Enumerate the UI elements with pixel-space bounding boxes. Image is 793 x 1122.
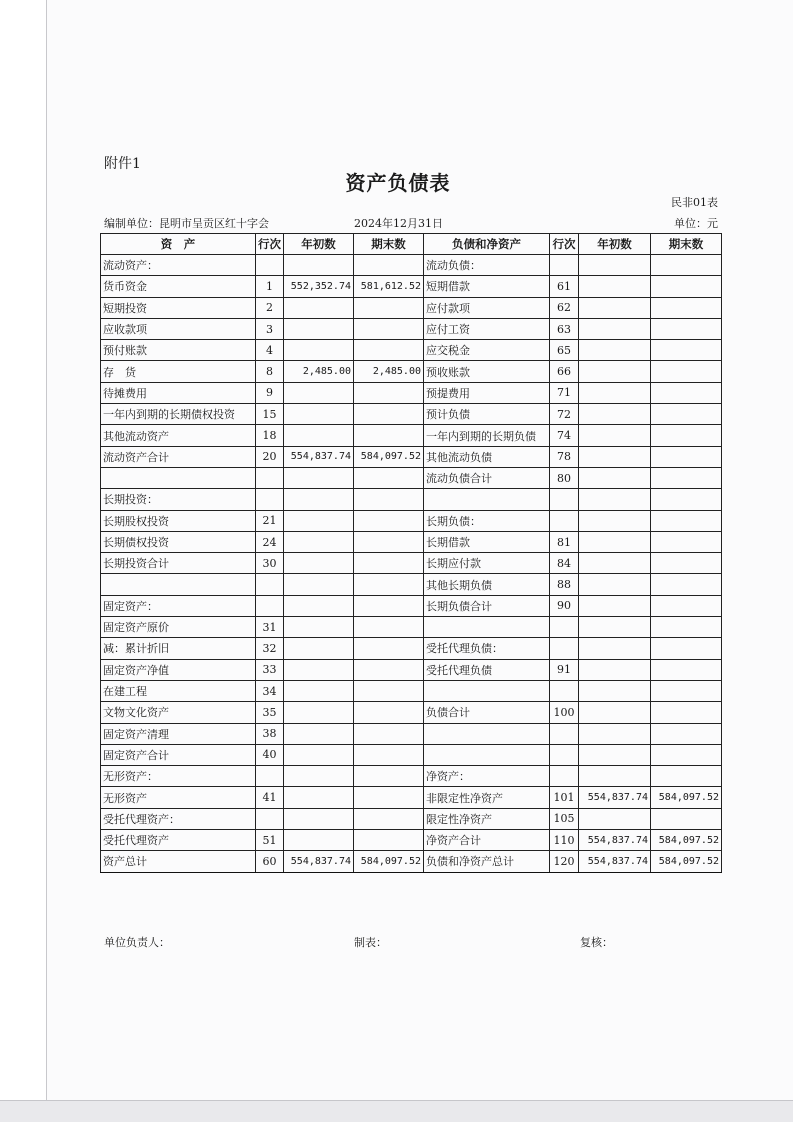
asset-line-no: 38 — [256, 723, 284, 744]
liability-beginning — [579, 744, 651, 765]
liability-item: 应交税金 — [424, 340, 550, 361]
asset-ending: 581,612.52 — [354, 276, 424, 297]
asset-item — [101, 467, 256, 488]
header-ending-balance: 期末数 — [354, 234, 424, 255]
asset-beginning — [284, 574, 354, 595]
table-row — [101, 744, 722, 765]
asset-beginning: 554,837.74 — [284, 446, 354, 467]
liability-item: 长期借款 — [424, 531, 550, 552]
liability-line-no: 88 — [550, 574, 579, 595]
asset-item: 文物文化资产 — [101, 702, 256, 723]
asset-item: 资产总计 — [101, 851, 256, 872]
table-row — [101, 659, 722, 680]
table-row — [101, 425, 722, 446]
liability-line-no: 105 — [550, 808, 579, 829]
asset-ending — [354, 425, 424, 446]
liability-beginning — [579, 659, 651, 680]
liability-line-no: 84 — [550, 553, 579, 574]
asset-line-no: 32 — [256, 638, 284, 659]
liability-item: 受托代理负债： — [424, 638, 550, 659]
report-date: 2024年12月31日 — [354, 217, 443, 230]
table-row — [101, 446, 722, 467]
table-row — [101, 553, 722, 574]
liability-ending — [651, 680, 722, 701]
liability-ending — [651, 467, 722, 488]
asset-ending — [354, 680, 424, 701]
liability-beginning — [579, 680, 651, 701]
liability-beginning — [579, 723, 651, 744]
asset-ending — [354, 489, 424, 510]
asset-ending — [354, 574, 424, 595]
asset-beginning — [284, 425, 354, 446]
liability-beginning — [579, 276, 651, 297]
liability-item — [424, 723, 550, 744]
table-row — [101, 766, 722, 787]
table-row — [101, 404, 722, 425]
asset-item: 流动资产： — [101, 255, 256, 276]
asset-item: 预付账款 — [101, 340, 256, 361]
liability-line-no — [550, 766, 579, 787]
liability-ending — [651, 723, 722, 744]
footer-reviewer: 复核： — [580, 936, 613, 949]
liability-ending — [651, 276, 722, 297]
liability-ending — [651, 808, 722, 829]
liability-item — [424, 744, 550, 765]
table-row — [101, 382, 722, 403]
liability-line-no — [550, 744, 579, 765]
asset-line-no: 1 — [256, 276, 284, 297]
asset-ending — [354, 255, 424, 276]
liability-line-no — [550, 489, 579, 510]
asset-line-no: 33 — [256, 659, 284, 680]
liability-line-no — [550, 255, 579, 276]
asset-beginning — [284, 830, 354, 851]
asset-item: 货币资金 — [101, 276, 256, 297]
liability-item: 预计负债 — [424, 404, 550, 425]
asset-ending: 2,485.00 — [354, 361, 424, 382]
table-row — [101, 702, 722, 723]
asset-item: 无形资产： — [101, 766, 256, 787]
liability-line-no: 81 — [550, 531, 579, 552]
liability-beginning — [579, 617, 651, 638]
asset-ending — [354, 318, 424, 339]
header-line-no: 行次 — [256, 234, 284, 255]
liability-ending — [651, 425, 722, 446]
preparing-organization: 编制单位：昆明市呈贡区红十字会 — [104, 217, 269, 230]
asset-item: 其他流动资产 — [101, 425, 256, 446]
liability-ending — [651, 659, 722, 680]
asset-item: 存 货 — [101, 361, 256, 382]
liability-beginning — [579, 553, 651, 574]
header-beginning-balance: 年初数 — [284, 234, 354, 255]
footer-unit-manager: 单位负责人： — [104, 936, 170, 949]
asset-item: 受托代理资产 — [101, 830, 256, 851]
asset-ending — [354, 702, 424, 723]
asset-line-no: 31 — [256, 617, 284, 638]
table-row — [101, 574, 722, 595]
asset-beginning — [284, 702, 354, 723]
liability-item: 短期借款 — [424, 276, 550, 297]
liability-item: 流动负债： — [424, 255, 550, 276]
table-row — [101, 276, 722, 297]
asset-item: 长期投资合计 — [101, 553, 256, 574]
liability-line-no — [550, 617, 579, 638]
liability-line-no: 110 — [550, 830, 579, 851]
balance-sheet-table — [100, 233, 722, 873]
liability-ending: 584,097.52 — [651, 851, 722, 872]
liability-line-no: 74 — [550, 425, 579, 446]
liability-beginning — [579, 531, 651, 552]
liability-ending — [651, 531, 722, 552]
asset-ending — [354, 744, 424, 765]
liability-item: 一年内到期的长期负债 — [424, 425, 550, 446]
asset-item: 固定资产原价 — [101, 617, 256, 638]
asset-beginning — [284, 680, 354, 701]
liability-item: 限定性净资产 — [424, 808, 550, 829]
asset-beginning — [284, 744, 354, 765]
table-row — [101, 510, 722, 531]
asset-item: 流动资产合计 — [101, 446, 256, 467]
table-row — [101, 830, 722, 851]
table-row — [101, 617, 722, 638]
header-liabilities-net-assets: 负债和净资产 — [424, 234, 550, 255]
table-row — [101, 808, 722, 829]
asset-ending — [354, 340, 424, 361]
asset-ending — [354, 382, 424, 403]
liability-item: 净资产合计 — [424, 830, 550, 851]
document-title: 资产负债表 — [345, 171, 451, 195]
liability-beginning — [579, 595, 651, 616]
liability-line-no: 120 — [550, 851, 579, 872]
liability-item: 长期应付款 — [424, 553, 550, 574]
table-row — [101, 595, 722, 616]
asset-item: 固定资产合计 — [101, 744, 256, 765]
asset-ending — [354, 659, 424, 680]
page-left-margin — [0, 0, 46, 1121]
liability-line-no: 66 — [550, 361, 579, 382]
asset-ending — [354, 467, 424, 488]
liability-ending: 584,097.52 — [651, 830, 722, 851]
liability-line-no: 101 — [550, 787, 579, 808]
liability-line-no: 63 — [550, 318, 579, 339]
asset-beginning — [284, 318, 354, 339]
asset-item: 固定资产清理 — [101, 723, 256, 744]
liability-ending — [651, 318, 722, 339]
asset-ending — [354, 766, 424, 787]
header-beginning-balance: 年初数 — [579, 234, 651, 255]
liability-ending — [651, 702, 722, 723]
liability-ending — [651, 361, 722, 382]
liability-beginning — [579, 638, 651, 659]
liability-line-no — [550, 680, 579, 701]
asset-line-no: 24 — [256, 531, 284, 552]
asset-line-no: 8 — [256, 361, 284, 382]
liability-beginning — [579, 425, 651, 446]
asset-item: 长期股权投资 — [101, 510, 256, 531]
liability-beginning — [579, 382, 651, 403]
liability-ending — [651, 553, 722, 574]
attachment-label: 附件1 — [104, 156, 141, 172]
asset-item: 应收款项 — [101, 318, 256, 339]
liability-line-no: 80 — [550, 467, 579, 488]
table-row — [101, 680, 722, 701]
asset-item: 固定资产净值 — [101, 659, 256, 680]
asset-line-no: 4 — [256, 340, 284, 361]
liability-item: 长期负债： — [424, 510, 550, 531]
liability-item: 其他流动负债 — [424, 446, 550, 467]
liability-ending — [651, 446, 722, 467]
asset-line-no — [256, 574, 284, 595]
liability-beginning: 554,837.74 — [579, 787, 651, 808]
asset-ending — [354, 723, 424, 744]
liability-ending — [651, 638, 722, 659]
table-row — [101, 787, 722, 808]
liability-line-no: 100 — [550, 702, 579, 723]
asset-ending — [354, 595, 424, 616]
liability-ending — [651, 617, 722, 638]
footer-preparer: 制表： — [354, 936, 387, 949]
liability-item: 负债和净资产总计 — [424, 851, 550, 872]
liability-item — [424, 617, 550, 638]
liability-beginning — [579, 489, 651, 510]
liability-ending — [651, 574, 722, 595]
asset-line-no — [256, 255, 284, 276]
table-row — [101, 318, 722, 339]
liability-ending — [651, 766, 722, 787]
form-number: 民非01表 — [671, 196, 718, 209]
asset-line-no: 34 — [256, 680, 284, 701]
asset-ending — [354, 617, 424, 638]
asset-beginning: 552,352.74 — [284, 276, 354, 297]
liability-ending — [651, 382, 722, 403]
table-row — [101, 489, 722, 510]
asset-beginning — [284, 723, 354, 744]
liability-line-no: 61 — [550, 276, 579, 297]
liability-beginning — [579, 297, 651, 318]
asset-ending — [354, 510, 424, 531]
liability-ending — [651, 510, 722, 531]
asset-ending — [354, 830, 424, 851]
liability-beginning — [579, 510, 651, 531]
liability-beginning — [579, 404, 651, 425]
header-assets: 资 产 — [101, 234, 256, 255]
asset-ending — [354, 808, 424, 829]
asset-line-no: 2 — [256, 297, 284, 318]
liability-beginning — [579, 766, 651, 787]
liability-line-no — [550, 510, 579, 531]
asset-item: 无形资产 — [101, 787, 256, 808]
asset-line-no: 35 — [256, 702, 284, 723]
liability-item: 预收账款 — [424, 361, 550, 382]
liability-item: 受托代理负债 — [424, 659, 550, 680]
asset-beginning — [284, 340, 354, 361]
table-row — [101, 723, 722, 744]
asset-beginning: 554,837.74 — [284, 851, 354, 872]
liability-beginning — [579, 467, 651, 488]
asset-beginning — [284, 553, 354, 574]
liability-ending — [651, 489, 722, 510]
liability-item: 非限定性净资产 — [424, 787, 550, 808]
asset-ending — [354, 638, 424, 659]
asset-item: 长期债权投资 — [101, 531, 256, 552]
asset-line-no: 30 — [256, 553, 284, 574]
asset-item — [101, 574, 256, 595]
asset-ending: 584,097.52 — [354, 851, 424, 872]
table-header-row — [101, 234, 722, 255]
asset-line-no: 20 — [256, 446, 284, 467]
asset-beginning — [284, 659, 354, 680]
liability-ending: 584,097.52 — [651, 787, 722, 808]
currency-unit: 单位：元 — [674, 217, 718, 230]
liability-beginning — [579, 446, 651, 467]
asset-beginning — [284, 638, 354, 659]
liability-line-no: 65 — [550, 340, 579, 361]
header-ending-balance: 期末数 — [651, 234, 722, 255]
liability-beginning — [579, 340, 651, 361]
asset-beginning — [284, 766, 354, 787]
asset-ending — [354, 531, 424, 552]
asset-beginning — [284, 808, 354, 829]
asset-item: 长期投资： — [101, 489, 256, 510]
asset-line-no — [256, 489, 284, 510]
asset-line-no: 40 — [256, 744, 284, 765]
asset-line-no: 18 — [256, 425, 284, 446]
table-row — [101, 851, 722, 872]
asset-item: 待摊费用 — [101, 382, 256, 403]
asset-item: 固定资产： — [101, 595, 256, 616]
asset-line-no: 9 — [256, 382, 284, 403]
liability-line-no: 71 — [550, 382, 579, 403]
liability-line-no: 62 — [550, 297, 579, 318]
liability-ending — [651, 297, 722, 318]
table-row — [101, 361, 722, 382]
liability-item: 应付工资 — [424, 318, 550, 339]
table-row — [101, 297, 722, 318]
asset-line-no — [256, 808, 284, 829]
liability-beginning — [579, 808, 651, 829]
asset-beginning — [284, 510, 354, 531]
asset-beginning — [284, 297, 354, 318]
scan-edge-line — [46, 0, 47, 1121]
asset-line-no: 41 — [256, 787, 284, 808]
asset-ending — [354, 297, 424, 318]
liability-ending — [651, 255, 722, 276]
asset-beginning — [284, 255, 354, 276]
liability-item: 预提费用 — [424, 382, 550, 403]
liability-item: 其他长期负债 — [424, 574, 550, 595]
liability-item — [424, 489, 550, 510]
liability-ending — [651, 340, 722, 361]
asset-item: 在建工程 — [101, 680, 256, 701]
asset-ending — [354, 787, 424, 808]
liability-item: 流动负债合计 — [424, 467, 550, 488]
asset-beginning: 2,485.00 — [284, 361, 354, 382]
asset-item: 减：累计折旧 — [101, 638, 256, 659]
liability-beginning — [579, 361, 651, 382]
asset-beginning — [284, 531, 354, 552]
table-row — [101, 467, 722, 488]
liability-beginning — [579, 255, 651, 276]
asset-line-no — [256, 766, 284, 787]
asset-line-no: 60 — [256, 851, 284, 872]
asset-beginning — [284, 617, 354, 638]
liability-line-no: 90 — [550, 595, 579, 616]
table-row — [101, 255, 722, 276]
liability-beginning — [579, 574, 651, 595]
asset-beginning — [284, 787, 354, 808]
liability-line-no: 72 — [550, 404, 579, 425]
liability-beginning: 554,837.74 — [579, 830, 651, 851]
asset-beginning — [284, 404, 354, 425]
asset-ending — [354, 404, 424, 425]
liability-beginning: 554,837.74 — [579, 851, 651, 872]
liability-line-no — [550, 638, 579, 659]
asset-item: 受托代理资产： — [101, 808, 256, 829]
liability-beginning — [579, 702, 651, 723]
liability-beginning — [579, 318, 651, 339]
liability-ending — [651, 595, 722, 616]
asset-line-no: 3 — [256, 318, 284, 339]
liability-item: 净资产： — [424, 766, 550, 787]
liability-item — [424, 680, 550, 701]
asset-line-no: 15 — [256, 404, 284, 425]
asset-line-no — [256, 595, 284, 616]
liability-line-no — [550, 723, 579, 744]
asset-line-no: 21 — [256, 510, 284, 531]
table-row — [101, 340, 722, 361]
asset-ending: 584,097.52 — [354, 446, 424, 467]
liability-ending — [651, 404, 722, 425]
liability-item: 应付款项 — [424, 297, 550, 318]
asset-item: 一年内到期的长期债权投资 — [101, 404, 256, 425]
asset-line-no: 51 — [256, 830, 284, 851]
table-row — [101, 531, 722, 552]
liability-item: 负债合计 — [424, 702, 550, 723]
header-line-no: 行次 — [550, 234, 579, 255]
asset-beginning — [284, 467, 354, 488]
asset-item: 短期投资 — [101, 297, 256, 318]
asset-line-no — [256, 467, 284, 488]
asset-ending — [354, 553, 424, 574]
liability-ending — [651, 744, 722, 765]
asset-beginning — [284, 595, 354, 616]
liability-line-no: 78 — [550, 446, 579, 467]
liability-item: 长期负债合计 — [424, 595, 550, 616]
scan-bottom-edge — [0, 1100, 793, 1122]
asset-beginning — [284, 489, 354, 510]
liability-line-no: 91 — [550, 659, 579, 680]
asset-beginning — [284, 382, 354, 403]
table-row — [101, 638, 722, 659]
